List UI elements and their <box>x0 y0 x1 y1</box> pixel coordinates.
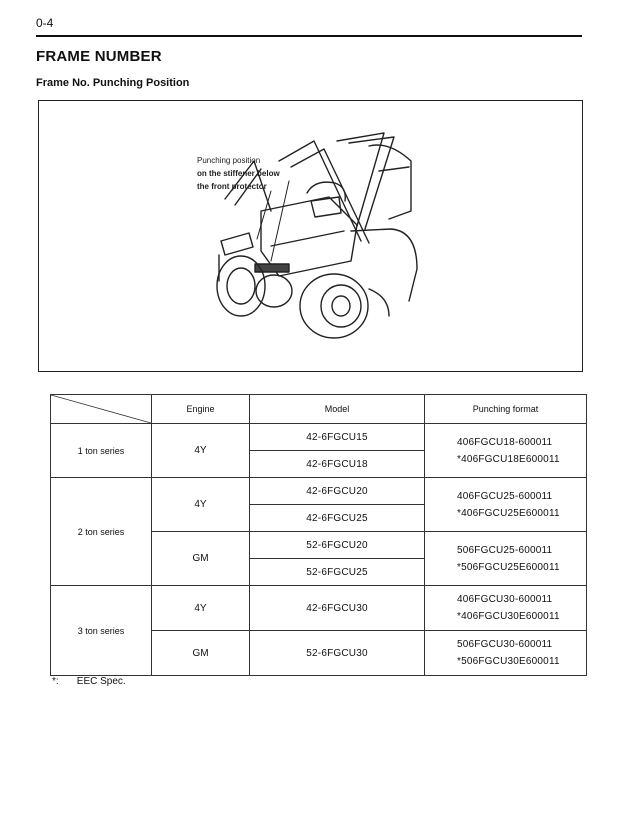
model-cell: 42-6FGCU15 <box>250 424 425 451</box>
model-cell: 52-6FGCU30 <box>250 631 425 676</box>
punching-format-std: 406FGCU30-600011 <box>457 594 553 605</box>
punching-format-eec: *406FGCU18E600011 <box>457 453 560 465</box>
punching-format-cell <box>425 586 587 631</box>
footnote-text: EEC Spec. <box>76 676 126 687</box>
header-rule <box>36 35 582 37</box>
punching-format-std: 406FGCU18-600011 <box>457 436 553 448</box>
callout-line-2: on the stiffener below <box>197 169 280 178</box>
callout-line-1: Punching position <box>197 156 261 165</box>
frame-number-figure <box>38 100 583 372</box>
table-header-row <box>51 395 587 424</box>
punching-format-std: 406FGCU25-600011 <box>457 490 553 502</box>
footnote-mark: *: <box>52 676 59 687</box>
model-cell: 42-6FGCU20 <box>250 478 425 505</box>
table-row <box>51 478 587 505</box>
footnote <box>52 676 126 687</box>
header-diagonal-cell <box>51 395 152 424</box>
header-engine: Engine <box>152 395 250 424</box>
page-number: 0-4 <box>36 16 54 30</box>
punching-format-std: 506FGCU25-600011 <box>457 544 553 556</box>
model-cell: 52-6FGCU25 <box>250 559 425 586</box>
forklift-front-illustration <box>39 101 584 373</box>
punching-format-cell <box>425 631 587 676</box>
engine-cell: 4Y <box>152 478 250 532</box>
engine-cell: 4Y <box>152 586 250 631</box>
punching-format-eec: *406FGCU30E600011 <box>457 611 560 622</box>
model-cell: 42-6FGCU30 <box>250 586 425 631</box>
header-punching-format: Punching format <box>425 395 587 424</box>
series-cell: 2 ton series <box>51 478 152 586</box>
table-row <box>51 424 587 451</box>
model-cell: 42-6FGCU18 <box>250 451 425 478</box>
punching-format-eec: *506FGCU25E600011 <box>457 561 560 573</box>
punching-format-eec: *506FGCU30E600011 <box>457 656 560 667</box>
model-cell: 42-6FGCU25 <box>250 505 425 532</box>
punching-format-cell <box>425 424 587 478</box>
punching-format-std: 506FGCU30-600011 <box>457 639 553 650</box>
diagonal-line <box>51 395 151 423</box>
series-cell: 1 ton series <box>51 424 152 478</box>
page-title: FRAME NUMBER <box>36 48 162 65</box>
punching-format-eec: *406FGCU25E600011 <box>457 507 560 519</box>
engine-cell: GM <box>152 631 250 676</box>
callout-line-3: the front protector <box>197 182 267 191</box>
frame-number-table <box>50 394 587 676</box>
table-row <box>51 586 587 631</box>
engine-cell: 4Y <box>152 424 250 478</box>
engine-cell: GM <box>152 532 250 586</box>
section-subtitle: Frame No. Punching Position <box>36 77 190 89</box>
punching-format-cell <box>425 478 587 532</box>
punching-position-callout <box>197 154 280 193</box>
punching-format-cell <box>425 532 587 586</box>
header-model: Model <box>250 395 425 424</box>
series-cell: 3 ton series <box>51 586 152 676</box>
model-cell: 52-6FGCU20 <box>250 532 425 559</box>
